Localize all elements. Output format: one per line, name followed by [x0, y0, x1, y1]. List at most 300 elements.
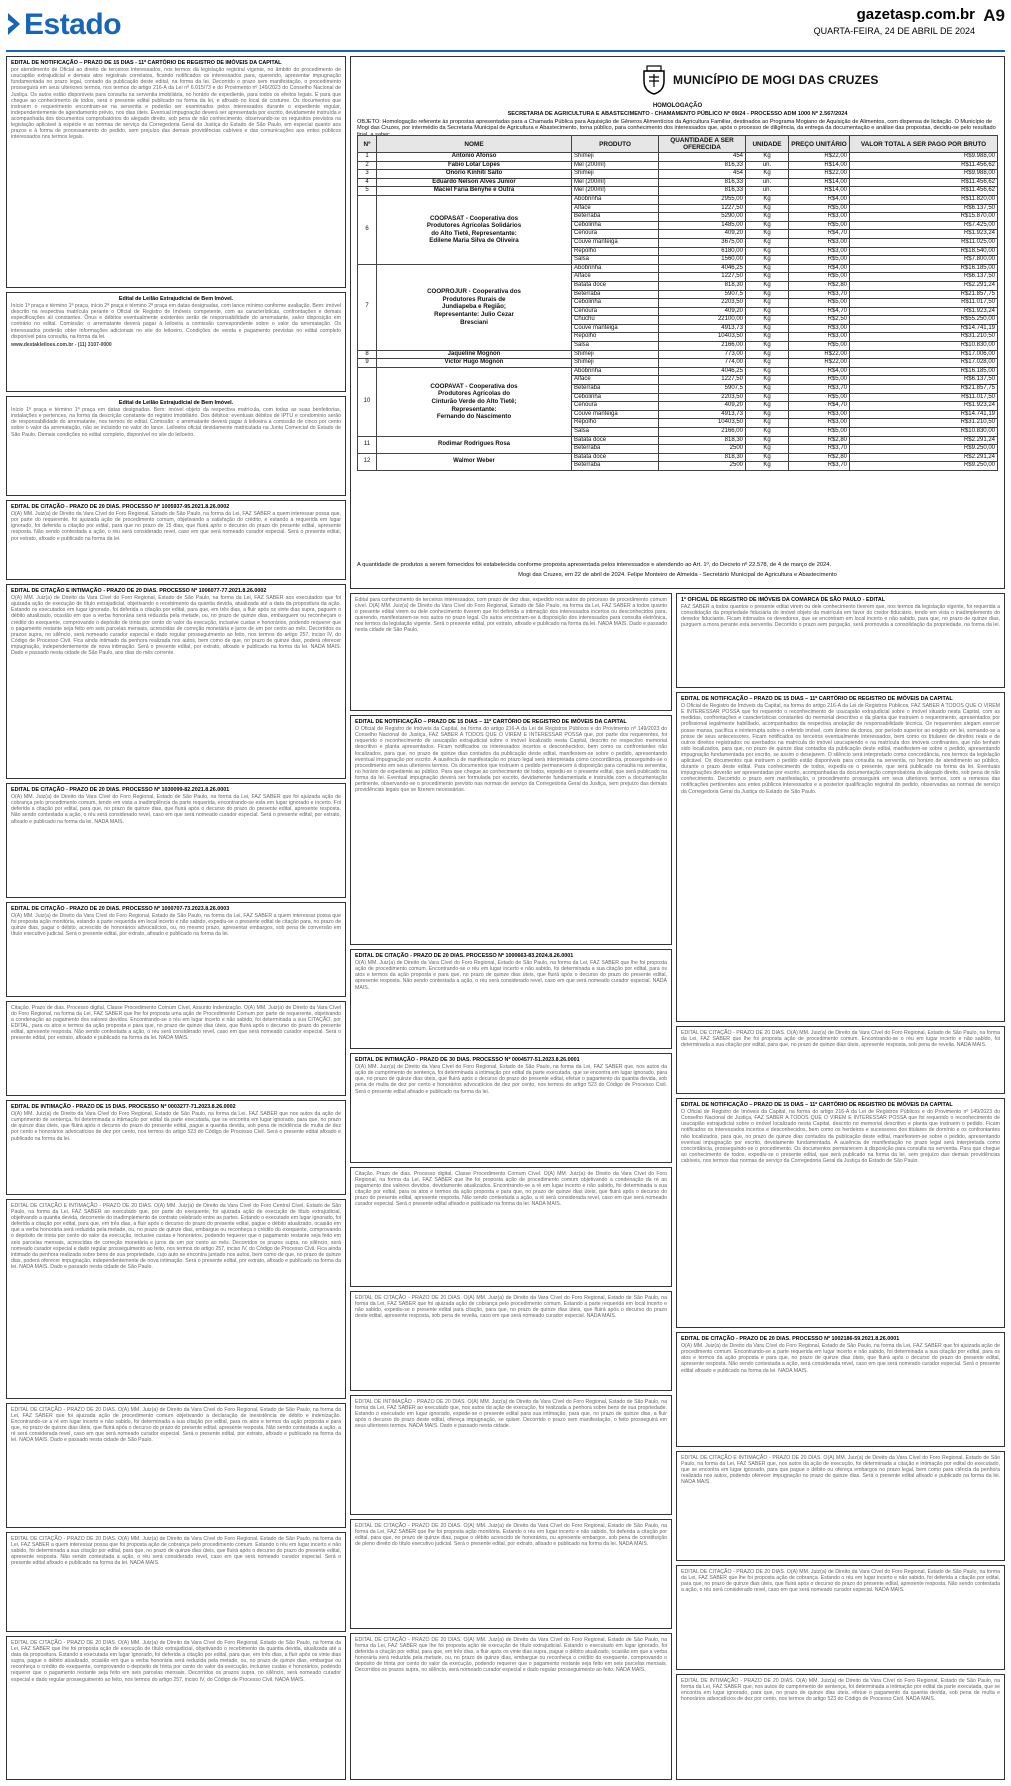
coat-of-arms-icon: [641, 65, 667, 95]
supplier-number: 5: [358, 187, 377, 196]
supplier-name-line: Produtores Agrícolas do: [438, 390, 510, 398]
edital-block: [6, 1001, 346, 1096]
edital-block: [350, 1519, 672, 1629]
unit-cell: Kg: [746, 324, 789, 333]
edital-heading: EDITAL DE NOTIFICAÇÃO – PRAZO DE 15 DIAS – 11º CARTÓRIO DE REGISTRO DE IMÓVEIS DA CAPITAL: [681, 1102, 953, 1108]
supplier-name-line: Onorio Kinhiti Saito: [445, 170, 503, 177]
unit-cell: un.: [746, 178, 789, 187]
col-header: PRODUTO: [572, 136, 659, 153]
quantity-cell: 4046,25: [659, 264, 746, 273]
table-row: [358, 161, 998, 170]
total-value-cell: R$10.830,00: [850, 342, 998, 351]
unit-price-cell: R$4,70: [789, 402, 850, 411]
notice-footer: A quantidade de produtos a serem fornecidos foi estabelecida conforme proposta apresentada pelos interessados e atendendo ao Art. 1º, do Decreto nº 22.578, de 4 de março de 2024.: [357, 562, 832, 568]
product-cell: Abobrinha: [572, 195, 659, 204]
table-row: [358, 264, 998, 273]
total-value-cell: R$14.741,19: [850, 410, 998, 419]
edital-block: [6, 1100, 346, 1195]
product-cell: Beterraba: [572, 445, 659, 454]
total-value-cell: R$2.291,24: [850, 281, 998, 290]
edital-block: [6, 1199, 346, 1399]
quantity-cell: 773,00: [659, 350, 746, 359]
notice-object: OBJETO: Homologação referente às propostas apresentadas para a Chamada Pública para Aquisição de Gêneros Alimentícios da Agricultura Familiar, destinados ao Programa Mogiano de Aquisição de Alimentos, com dispensa de licitação. O Município de Mogi das Cruzes, por intermédio da Secretaria Municipal de Agricultura e Abastecimento, torna público, para conhecimento dos interessados que, após o processo de diligência, da entrega da documentação e análise das propostas, decidiu-se pelo resultado: [357, 119, 996, 132]
edital-block: [350, 593, 672, 711]
results-table: [357, 135, 998, 471]
col-header: VALOR TOTAL A SER PAGO POR BRUTO: [850, 136, 998, 153]
edital-block: [6, 1403, 346, 1528]
quantity-cell: 4913,73: [659, 324, 746, 333]
edital-block: [6, 56, 346, 288]
col-header: PREÇO UNITÁRIO: [789, 136, 850, 153]
edital-heading: EDITAL DE INTIMAÇÃO - PRAZO DE 30 DIAS. PROCESSO Nº 0004577-51.2023.8.26.0001: [355, 1057, 580, 1063]
masthead: [0, 0, 1011, 52]
supplier-name-line: Edilene Maria Silva de Oliveira: [429, 237, 519, 245]
supplier-number: 3: [358, 170, 377, 179]
quantity-cell: 22100,00: [659, 316, 746, 325]
edital-body: EDITAL DE CITAÇÃO - PRAZO DE 20 DIAS. O(A) MM. Juiz(a) de Direito da Vara Cível do Foro Regional, Estado de São Paulo, na forma da Lei, FAZ SABER que lhe foi proposta ação de execução de título extrajudicial. Estando o executado em lugar ignorado, foi deferida a citação por edital, para que, em três dias, a fluir após os vinte dias supra, pague o débito atualizado, ocasião em que a verba honorária será reduzida pela metade, ou, no prazo de quinze dias, embargue ou reconheça o crédito do exequente, comprovando o depósito de trinta por cento do valor da execução, podendo requerer que o pagamento restante seja feito em seis parcelas mensais. Decorridos os prazos supra, no silêncio, será nomeado curador especial e dado regular prosseguimento ao feito. NADA MAIS.: [355, 1637, 667, 1674]
product-cell: Salsa: [572, 428, 659, 437]
table-row: [358, 153, 998, 162]
edital-block: [350, 1167, 672, 1287]
product-cell: Chuchu: [572, 316, 659, 325]
unit-price-cell: R$22,00: [789, 153, 850, 162]
supplier-name-line: Produtores Agrícolas Solidários: [426, 222, 522, 230]
edition-date: QUARTA-FEIRA, 24 DE ABRIL DE 2024: [813, 26, 975, 36]
product-cell: Alface: [572, 273, 659, 282]
product-cell: Salsa: [572, 342, 659, 351]
unit-price-cell: R$3,00: [789, 419, 850, 428]
unit-cell: Kg: [746, 350, 789, 359]
total-value-cell: R$11.025,00: [850, 238, 998, 247]
product-cell: Salsa: [572, 256, 659, 265]
total-value-cell: R$16.185,00: [850, 367, 998, 376]
homologacao-notice: [350, 56, 1005, 589]
supplier-name-line: COOPROJUR - Cooperativa dos: [427, 288, 521, 296]
total-value-cell: R$11.456,62: [850, 161, 998, 170]
unit-cell: Kg: [746, 393, 789, 402]
supplier-name: [377, 436, 572, 453]
table-row: [358, 170, 998, 179]
unit-price-cell: R$3,70: [789, 445, 850, 454]
edital-block: [676, 1565, 1005, 1670]
edital-body: EDITAL DE CITAÇÃO - PRAZO DE 20 DIAS. O(A) MM. Juiz(a) de Direito da Vara Cível do Foro Regional, Estado de São Paulo, na forma da Lei, FAZ SABER a quem interessar possa que foi proposta ação de cobrança pelo procedimento comum. Estando o réu em lugar incerto e não sabido, foi determinada a sua citação por edital, para que, no prazo de quinze dias úteis, que fluirá após o decurso do prazo do presente edital, apresente resposta. Não sendo contestada a ação, o réu será considerado revel, caso em que será nomeado curador especial. Será o presente edital afixado e publicado na forma da lei. NADA MAIS.: [11, 1536, 341, 1567]
unit-cell: Kg: [746, 385, 789, 394]
edital-block: [350, 949, 672, 1049]
unit-price-cell: R$4,00: [789, 195, 850, 204]
notice-heading: HOMOLOGAÇÃO: [652, 103, 703, 109]
product-cell: Abobrinha: [572, 264, 659, 273]
edital-heading: EDITAL DE CITAÇÃO E INTIMAÇÃO - PRAZO DE 20 DIAS. PROCESSO Nº 1006077-77.2021.8.26.0002: [11, 588, 267, 594]
unit-cell: un.: [746, 187, 789, 196]
unit-price-cell: R$22,00: [789, 350, 850, 359]
total-value-cell: R$11.820,00: [850, 195, 998, 204]
edital-heading: EDITAL DE CITAÇÃO - PRAZO DE 20 DIAS. PROCESSO Nº 1030099-82.2021.8.26.0001: [11, 787, 230, 793]
quantity-cell: 816,33: [659, 161, 746, 170]
total-value-cell: R$9.988,00: [850, 153, 998, 162]
product-cell: Repolho: [572, 333, 659, 342]
unit-cell: Kg: [746, 436, 789, 445]
product-cell: Cenoura: [572, 307, 659, 316]
product-cell: Batata doce: [572, 281, 659, 290]
supplier-name-line: Jaqueline Mognon: [447, 350, 501, 357]
edital-block: [350, 1053, 672, 1163]
edital-heading: EDITAL DE CITAÇÃO - PRAZO DE 20 DIAS. PROCESSO Nº 1000663-83.2024.8.26.0001: [355, 953, 574, 959]
edital-body: EDITAL DE CITAÇÃO - PRAZO DE 20 DIAS. O(A) MM. Juiz(a) de Direito da Vara Cível do Foro Regional, Estado de São Paulo, na forma da Lei, FAZ SABER que lhe foi proposta ação de cobrança. Estando o réu em lugar incerto e não sabido, foi deferida a citação por edital, para que, no prazo de quinze dias úteis, que fluirá após o decurso do prazo do presente edital, apresente resposta. Não sendo contestada a ação, o réu será considerado revel, caso em que será nomeado curador especial. NADA MAIS.: [681, 1569, 1000, 1594]
supplier-name-line: do Alto Tietê, Representante:: [431, 229, 517, 237]
unit-cell: Kg: [746, 247, 789, 256]
unit-cell: Kg: [746, 264, 789, 273]
unit-price-cell: R$5,00: [789, 428, 850, 437]
supplier-number: 2: [358, 161, 377, 170]
product-cell: Cebolinha: [572, 221, 659, 230]
total-value-cell: R$11.456,62: [850, 178, 998, 187]
unit-cell: Kg: [746, 281, 789, 290]
quantity-cell: 774,00: [659, 359, 746, 368]
quantity-cell: 2955,00: [659, 195, 746, 204]
total-value-cell: R$1.923,24: [850, 230, 998, 239]
total-value-cell: R$2.291,24: [850, 436, 998, 445]
supplier-name: [377, 170, 572, 179]
header-rule: [6, 50, 1005, 52]
unit-cell: Kg: [746, 256, 789, 265]
edital-heading: EDITAL DE INTIMAÇÃO - PRAZO DE 15 DIAS. PROCESSO Nº 0003277-71.2023.8.26.0002: [11, 1104, 236, 1110]
col-header: NOME: [377, 136, 572, 153]
logo-arrow-icon: [6, 11, 22, 37]
total-value-cell: R$16.185,00: [850, 264, 998, 273]
unit-cell: Kg: [746, 428, 789, 437]
unit-price-cell: R$4,00: [789, 264, 850, 273]
total-value-cell: R$6.137,50: [850, 273, 998, 282]
municipality-title: MUNICÍPIO DE MOGI DAS CRUZES: [673, 73, 879, 87]
unit-price-cell: R$4,70: [789, 230, 850, 239]
edital-block: [676, 692, 1005, 1022]
supplier-name-line: Bresciani: [460, 318, 488, 326]
edital-body: O Oficial de Registro de Imóveis da Capital, na forma do artigo 216-A da Lei de Registros Públicos e do Provimento nº 149/2023 do Conselho Nacional de Justiça, FAZ SABER A TODOS QUE O VIREM E INTERESSAR POSSA que foi requerido o reconhecimento de usucapião extrajudicial sobre o imóvel localizado nesta Capital, descrito no memorial descritivo e planta que instruem o pedido. Ficam notificados os interessados incertos e desconhecidos, bem como os herdeiros e sucessores dos titulares de domínio e os confrontantes não localizados, para que, no prazo de quinze dias contados da publicação deste edital, manifestem-se sobre o pedido, apresentando eventual impugnação por escrito, devidamente fundamentada. A ausência de manifestação no prazo legal será interpretada como concordância, prosseguindo-se o procedimento. Os documentos permanecem à disposição para consulta na serventia. Para que chegue ao conhecimento de todos, expediu-se o presente edital, que será publicado na forma da lei, sem prejuízo das demais providências cabíveis, nos termos das normas de serviço da Corregedoria Geral da Justiça do Estado de São Paulo.: [681, 1109, 1000, 1164]
quantity-cell: 2500: [659, 445, 746, 454]
edital-block: [350, 1291, 672, 1391]
supplier-number: 7: [358, 264, 377, 350]
unit-cell: Kg: [746, 170, 789, 179]
product-cell: Cebolinha: [572, 393, 659, 402]
unit-cell: Kg: [746, 453, 789, 462]
quantity-cell: 1227,50: [659, 204, 746, 213]
supplier-number: 4: [358, 178, 377, 187]
edital-body: FAZ SABER a todos quantos o presente edital virem ou dele conhecimento tiverem que, nos termos da legislação vigente, foi requerida a consolidação da propriedade fiduciária do imóvel objeto da matrícula em favor do credor fiduciário, tendo em vista o inadimplemento do devedor fiduciante. Ficam intimados os devedores, que se encontram em local incerto e não sabido, para que, no prazo de quinze dias, purguem a mora perante esta serventia. Decorrido o prazo sem purgação, será promovida a consolidação da propriedade, na forma da lei.: [681, 604, 1000, 629]
edital-block: [6, 902, 346, 997]
quantity-cell: 6180,00: [659, 247, 746, 256]
product-cell: Beterraba: [572, 385, 659, 394]
unit-price-cell: R$3,00: [789, 333, 850, 342]
edital-body: O(A) MM. Juiz(a) de Direito da Vara Cível do Foro Regional, Estado de São Paulo, na forma da Lei, FAZ SABER que foi ajuizada ação de cobrança pelo procedimento comum, tendo em vista a inadimplência da parte requerida, encontrando-se esta em lugar ignorado e incerto. Foi deferida a citação por edital, para que, no prazo de quinze dias, que fluirá após o decurso do prazo do presente edital, apresente resposta. Não sendo contestada a ação, o réu será considerado revel, caso em que será nomeado curador especial. Será o presente edital, por extrato, afixado e publicado na forma da lei. NADA MAIS.: [11, 794, 341, 825]
edital-heading: EDITAL DE NOTIFICAÇÃO – PRAZO DE 15 DIAS – 11º CARTÓRIO DE REGISTRO DE IMÓVEIS DA CAPITAL: [355, 719, 627, 725]
unit-cell: Kg: [746, 376, 789, 385]
supplier-number: 8: [358, 350, 377, 359]
edital-body: EDITAL DE CITAÇÃO - PRAZO DE 20 DIAS. O(A) MM. Juiz(a) de Direito da Vara Cível do Foro Regional, Estado de São Paulo, na forma da Lei, FAZ SABER que lhe foi proposta ação de procedimento comum. Encontrando-se o réu em lugar incerto e não sabido, foi determinada a sua citação por edital, para que, no prazo de quinze dias úteis, apresente resposta, sob pena de revelia. NADA MAIS.: [681, 1030, 1000, 1049]
total-value-cell: R$9.250,00: [850, 462, 998, 471]
unit-cell: Kg: [746, 342, 789, 351]
unit-price-cell: R$5,00: [789, 221, 850, 230]
unit-price-cell: R$5,00: [789, 376, 850, 385]
edital-body: Citação. Prazo de dias. Processo digital, Classe Procedimento Comum Cível, Assunto Indenização. O(A) MM. Juiz(a) de Direito da Vara Cível do Foro Regional, na forma da Lei, FAZ SABER que lhe foi proposta uma ação de Procedimento Comum por parte de requerente, objetivando a condenação ao pagamento dos valores devidos. Encontrando-se o réu em lugar incerto e não sabido, foi determinada a sua CITAÇÃO, por EDITAL, para os atos e termos da ação proposta e para que, no prazo de quinze dias úteis, que fluirá após o decurso do prazo do presente edital, apresente resposta. Não sendo contestada a ação, o réu será considerado revel, caso em que será nomeado curador especial. Será o presente edital, por extrato, afixado e publicado na forma da lei. NADA MAIS.: [11, 1005, 341, 1042]
unit-price-cell: R$22,00: [789, 359, 850, 368]
total-value-cell: R$2.291,24: [850, 453, 998, 462]
edital-block: [676, 1451, 1005, 1561]
quantity-cell: 1560,00: [659, 256, 746, 265]
edital-heading: EDITAL DE NOTIFICAÇÃO – PRAZO DE 15 DIAS – 11º CARTÓRIO DE REGISTRO DE IMÓVEIS DA CAPITAL: [681, 696, 953, 702]
unit-price-cell: R$5,00: [789, 299, 850, 308]
supplier-name-line: Rodimar Rodrigues Rosa: [437, 440, 510, 447]
table-row: [358, 350, 998, 359]
product-cell: Alface: [572, 376, 659, 385]
total-value-cell: R$21.857,75: [850, 290, 998, 299]
quantity-cell: 454: [659, 153, 746, 162]
edital-block: [6, 584, 346, 779]
unit-cell: Kg: [746, 359, 789, 368]
supplier-name-line: Representante:: [451, 405, 497, 413]
edital-heading: EDITAL DE NOTIFICAÇÃO – PRAZO DE 15 DIAS - 11º CARTÓRIO DE REGISTRO DE IMÓVEIS DA CAPITAL: [11, 60, 282, 66]
table-row: [358, 195, 998, 204]
unit-cell: Kg: [746, 213, 789, 222]
supplier-name-line: COOPAVAT - Cooperativa dos: [430, 382, 518, 390]
unit-price-cell: R$3,70: [789, 290, 850, 299]
supplier-name-line: Maciel Faria Benyhe e Outra: [433, 187, 515, 194]
product-cell: Batata doce: [572, 436, 659, 445]
total-value-cell: R$7.800,00: [850, 256, 998, 265]
edital-body: O Oficial de Registro de Imóveis da Capital, na forma do artigo 216-A da Lei de Registros Públicos, FAZ SABER A TODOS QUE O VIREM E INTERESSAR POSSA que foi requerido o reconhecimento de usucapião extrajudicial sobre o imóvel situado nesta Capital, com as medidas, confrontações e características constantes do memorial descritivo e da planta que instruem o requerimento, apresentados por profissional legalmente habilitado, acompanhados da respectiva anotação de responsabilidade técnica. Os requerentes alegam exercer posse mansa, pacífica e ininterrupta sobre o referido imóvel, com ânimo de donos, por período superior ao exigido em lei, somando-se a posse de seus antecessores. Ficam notificados os terceiros eventualmente interessados, bem como os titulares de direitos reais e de outros direitos registrados ou averbados na matrícula do imóvel usucapiendo e na matrícula dos imóveis confinantes, que não tenham sido localizados, para que, no prazo de quinze dias contados da publicação deste edital, manifestem-se sobre o pedido, apresentando impugnação fundamentada por escrito, se assim o desejarem. O silêncio será interpretado como concordância, nos termos da legislação aplicável. Os documentos que instruem o pedido estão disponíveis para consulta na serventia, no horário de atendimento ao público, durante o prazo deste edital. Para conhecimento de todos, expediu-se o presente, que será publicado na forma da lei. Eventuais impugnações deverão ser apresentadas por escrito, acompanhadas da documentação comprobatória do alegado direito, sob pena de não conhecimento. Decorrido o prazo sem manifestação, o procedimento prosseguirá em seus ulteriores termos, com a remessa das notificações pertinentes aos entes públicos interessados e a posterior qualificação registral do pedido, observadas as normas de serviço da Corregedoria Geral da Justiça do Estado de São Paulo.: [681, 703, 1000, 795]
edital-body: O(A) MM. Juiz(a) de Direito da Vara Cível do Foro Regional, Estado de São Paulo, na forma da Lei, FAZ SABER que foi ajuizada ação de procedimento comum. Encontrando-se a parte requerida em lugar incerto e não sabido, foi determinada a sua citação por edital, para os atos e termos da ação proposta e para que, no prazo de quinze dias úteis, que fluirá após o decurso do prazo do presente edital, apresente resposta. Não sendo contestada a ação, será considerada revel, caso em que será nomeado curador especial. Será o presente edital afixado e publicado na forma da lei. NADA MAIS.: [681, 1343, 1000, 1374]
supplier-name: [377, 178, 572, 187]
total-value-cell: R$17.006,00: [850, 350, 998, 359]
product-cell: Beterraba: [572, 462, 659, 471]
col-header: Nº: [358, 136, 377, 153]
edital-block: [676, 593, 1005, 688]
quantity-cell: 2166,00: [659, 342, 746, 351]
table-row: [358, 359, 998, 368]
product-cell: Beterraba: [572, 213, 659, 222]
edital-body: O(A) MM. Juiz(a) de Direito da Vara Cível do Foro Regional, Estado de São Paulo, na forma da Lei, FAZ SABER que, nos autos da ação de cumprimento de sentença, foi determinada a intimação por edital da parte executada, que se encontra em lugar ignorado, para que, no prazo de quinze dias úteis, que fluirá após o decurso do prazo do presente edital, efetue o pagamento da quantia devida, sob pena de multa de dez por cento e honorários advocatícios de dez por cento, nos termos do artigo 523 do Código de Processo Civil. Será o presente edital afixado e publicado na forma da lei.: [355, 1064, 667, 1095]
quantity-cell: 5290,00: [659, 213, 746, 222]
unit-price-cell: R$2,80: [789, 436, 850, 445]
edital-heading: 1ª OFICIAL DE REGISTRO DE IMÓVEIS DA COMARCA DE SÃO PAULO - EDITAL: [681, 597, 886, 603]
product-cell: Cebolinha: [572, 299, 659, 308]
product-cell: Mel (200ml): [572, 187, 659, 196]
unit-price-cell: R$2,50: [789, 316, 850, 325]
product-cell: Mel (200ml): [572, 178, 659, 187]
unit-price-cell: R$3,70: [789, 462, 850, 471]
edital-block: [676, 1098, 1005, 1328]
supplier-name: [377, 195, 572, 264]
table-row: [358, 367, 998, 376]
quantity-cell: 3675,00: [659, 238, 746, 247]
total-value-cell: R$9.250,00: [850, 445, 998, 454]
quantity-cell: 4046,25: [659, 367, 746, 376]
logo-text: Estado: [24, 8, 122, 41]
unit-cell: Kg: [746, 221, 789, 230]
edital-block: [350, 715, 672, 945]
unit-price-cell: R$14,00: [789, 178, 850, 187]
product-cell: Shimeji: [572, 359, 659, 368]
quantity-cell: 454: [659, 170, 746, 179]
supplier-name: [377, 453, 572, 470]
unit-price-cell: R$14,00: [789, 161, 850, 170]
product-cell: Repolho: [572, 247, 659, 256]
supplier-number: 10: [358, 367, 377, 436]
quantity-cell: 818,30: [659, 281, 746, 290]
product-cell: Shimeji: [572, 170, 659, 179]
quantity-cell: 816,33: [659, 178, 746, 187]
notice-signature: Mogi das Cruzes, em 22 de abril de 2024. Felipe Monteiro de Almeida - Secretário Municipal de Agricultura e Abastecimento: [518, 572, 837, 578]
supplier-name-line: Jundiapeba e Região;: [442, 303, 506, 311]
edital-body: O(A) MM. Juiz(a) de Direito da Vara Cível do Foro Regional, Estado de São Paulo, na forma da Lei, FAZ SABER a quem interessar possa que foi proposta ação monitória, estando a parte requerida em local incerto e não sabido, expediu-se o presente edital de citação para, no prazo de quinze dias, pagar o débito, acrescido de honorários advocatícios, ou, no mesmo prazo, apresentar embargos, sob pena de conversão em título executivo judicial. Será o presente edital, por extrato, afixado e publicado na forma da lei.: [11, 913, 341, 938]
supplier-name: [377, 359, 572, 368]
edital-body: EDITAL DE INTIMAÇÃO - PRAZO DE 20 DIAS. O(A) MM. Juiz(a) de Direito da Vara Cível do Foro Regional, Estado de São Paulo, na forma da Lei, FAZ SABER ao executado que, nos autos da ação de execução, foi realizada a penhora sobre bens de sua propriedade. Estando o executado em lugar ignorado, expede-se o presente edital para sua intimação, para que, no prazo de quinze dias, a fluir após o decurso do prazo deste edital, ofereça impugnação, se quiser. Decorrido o prazo sem manifestação, o feito prosseguirá em seus ulteriores termos. NADA MAIS. Dado e passado nesta cidade.: [355, 1399, 667, 1430]
unit-price-cell: R$2,80: [789, 453, 850, 462]
edital-body: EDITAL DE CITAÇÃO - PRAZO DE 20 DIAS. O(A) MM. Juiz(a) de Direito da Vara Cível do Foro Regional, Estado de São Paulo, na forma da Lei, FAZ SABER que lhe foi proposta ação de execução de título extrajudicial, objetivando o recebimento da quantia devida, atualizada até a data da propositura. Estando a executada em lugar ignorado, foi deferida a citação por edital, para que, em três dias, a fluir após os vinte dias supra, pague o débito atualizado, ocasião em que a verba honorária será reduzida pela metade, ou, no prazo de quinze dias, embargue ou reconheça o crédito do exequente, comprovando o depósito de trinta por cento do valor da execução, inclusive custas e honorários, podendo requerer que o pagamento restante seja feito em seis parcelas mensais. Decorridos os prazos supra, no silêncio, será nomeado curador especial e dado regular prosseguimento ao feito, nos termos do artigo 257, inciso IV, do Código de Processo Civil. NADA MAIS.: [11, 1640, 341, 1683]
unit-price-cell: R$5,00: [789, 256, 850, 265]
quantity-cell: 409,20: [659, 402, 746, 411]
supplier-name-line: Antonio Afonso: [451, 153, 497, 159]
unit-cell: Kg: [746, 238, 789, 247]
product-cell: Couve manteiga: [572, 324, 659, 333]
unit-price-cell: R$5,00: [789, 393, 850, 402]
unit-price-cell: R$22,00: [789, 170, 850, 179]
supplier-name: [377, 264, 572, 350]
edital-heading: EDITAL DE CITAÇÃO - PRAZO DE 20 DIAS. PROCESSO Nº 1005937-95.2021.8.26.0002: [11, 504, 230, 510]
unit-cell: Kg: [746, 273, 789, 282]
edital-body: EDITAL DE INTIMAÇÃO - PRAZO DE 20 DIAS. O(A) MM. Juiz(a) de Direito da Vara Cível do Foro Regional, Estado de São Paulo, na forma da Lei, FAZ SABER que, nos autos do cumprimento de sentença, foi determinada a intimação por edital da parte executada, que se encontra em lugar ignorado, para que, no prazo de quinze dias úteis, efetue o pagamento da quantia devida, sob pena de multa e honorários advocatícios de dez por cento, nos termos do artigo 523 do Código de Processo Civil. NADA MAIS.: [681, 1678, 1000, 1703]
product-cell: Cenoura: [572, 402, 659, 411]
total-value-cell: R$1.923,24: [850, 402, 998, 411]
quantity-cell: 5907,5: [659, 290, 746, 299]
total-value-cell: R$7.425,00: [850, 221, 998, 230]
edital-body: Edital para conhecimento de terceiros interessados, com prazo de dez dias, expedido nos autos do processo de procedimento comum cível. O(A) MM. Juiz(a) de Direito da Vara Cível do Foro Regional, Estado de São Paulo, na forma da Lei, FAZ SABER a todos quanto o presente edital virem ou dele conhecimento tiverem que foi deferida a intimação dos interessados incertos ou desconhecidos para, querendo, manifestarem-se nos autos no prazo legal. Os autos encontram-se à disposição dos interessados para consulta eletrônica, nos termos da legislação vigente. Será o presente edital, por extrato, afixado e publicado na forma da lei. NADA MAIS. Dado e passado nesta cidade de São Paulo.: [355, 597, 668, 634]
unit-cell: Kg: [746, 419, 789, 428]
total-value-cell: R$55.250,00: [850, 316, 998, 325]
unit-price-cell: R$3,00: [789, 324, 850, 333]
edital-block: [676, 1674, 1005, 1780]
quantity-cell: 2203,50: [659, 393, 746, 402]
edital-block: [6, 783, 346, 898]
supplier-name-line: Representante: Julio Cezar: [434, 310, 514, 318]
product-cell: Couve manteiga: [572, 410, 659, 419]
edital-body: O(A) MM. Juiz(a) de Direito da Vara Cível do Foro Regional, Estado de São Paulo, na forma da Lei, FAZ SABER aos executados que foi ajuizada ação de execução de título extrajudicial, objetivando o recebimento da quantia devida, atualizada até a data da propositura da ação. Estando os executados em lugar ignorado, foi deferida a citação por edital, para que, em três dias, a fluir após os vinte dias supra, paguem o débito atualizado, ocasião em que a verba honorária será reduzida pela metade, ou, no prazo de quinze dias, embarguem ou reconheçam o crédito do exequente, comprovando o depósito de trinta por cento do valor da execução, inclusive custas e honorários, podendo requerer que o pagamento restante seja feito em seis parcelas mensais, acrescidas de correção monetária e juros de um por cento ao mês. Decorridos os prazos supra, no silêncio, será nomeado curador especial e dado regular prosseguimento ao feito, nos termos do artigo 257, inciso IV, do Código de Processo Civil. Fica ainda intimado da penhora realizada nos autos, bem como de que, no prazo de quinze dias, poderá oferecer impugnação, independentemente de nova intimação. Será o presente edital, por extrato, afixado e publicado na forma da lei. NADA MAIS. Dado e passado nesta cidade de São Paulo, aos dias do mês corrente.: [11, 595, 341, 657]
unit-price-cell: R$14,00: [789, 187, 850, 196]
unit-cell: Kg: [746, 462, 789, 471]
notice-subheading: SECRETARIA DE AGRICULTURA E ABASTECIMENTO - CHAMAMENTO PÚBLICO Nº 09/24 - PROCESSO ADM 1000 Nº 2.567/2024: [507, 111, 848, 117]
supplier-number: 1: [358, 153, 377, 162]
unit-price-cell: R$3,70: [789, 385, 850, 394]
edital-body: EDITAL DE CITAÇÃO - PRAZO DE 20 DIAS. O(A) MM. Juiz(a) de Direito da Vara Cível do Foro Regional, Estado de São Paulo, na forma da Lei, FAZ SABER que foi ajuizada ação de cobrança pelo procedimento comum. Estando a parte requerida em local incerto e não sabido, expediu-se o presente edital para citação, para que, no prazo de quinze dias úteis, que fluirá após o decurso do prazo deste edital, apresente resposta, sob pena de revelia, caso em que será nomeado curador especial. NADA MAIS.: [355, 1295, 667, 1320]
edital-block: [6, 500, 346, 580]
quantity-cell: 409,20: [659, 307, 746, 316]
unit-price-cell: R$5,00: [789, 204, 850, 213]
unit-cell: Kg: [746, 333, 789, 342]
total-value-cell: R$14.741,19: [850, 324, 998, 333]
table-header-row: [358, 136, 998, 153]
total-value-cell: R$11.017,50: [850, 299, 998, 308]
quantity-cell: 816,33: [659, 187, 746, 196]
quantity-cell: 1227,50: [659, 273, 746, 282]
supplier-name-line: Walmor Weber: [453, 458, 495, 465]
unit-cell: Kg: [746, 195, 789, 204]
quantity-cell: 2500: [659, 462, 746, 471]
edital-body: O(A) MM. Juiz(a) de Direito da Vara Cível do Foro Regional, Estado de São Paulo, na forma da Lei, FAZ SABER a quem interessar possa que, por parte do requerente, foi ajuizada ação de procedimento comum, objetivando a satisfação do crédito, e estando a requerida em lugar ignorado, foi deferida a citação por edital, para que no prazo de 15 dias, que fluirá após o decurso do prazo do presente edital, apresente resposta. Não sendo contestada a ação, o réu será considerado revel, caso em que será nomeado curador especial. Será o presente edital, por extrato, afixado e publicado na forma da lei.: [11, 511, 341, 542]
unit-price-cell: R$4,00: [789, 367, 850, 376]
product-cell: Batata doce: [572, 453, 659, 462]
total-value-cell: R$9.988,00: [850, 170, 998, 179]
supplier-name: [377, 350, 572, 359]
unit-cell: Kg: [746, 410, 789, 419]
unit-cell: Kg: [746, 307, 789, 316]
newspaper-logo: [6, 8, 121, 42]
quantity-cell: 818,30: [659, 453, 746, 462]
supplier-name-line: Produtores Rurais de: [442, 295, 506, 303]
edital-block: [350, 1395, 672, 1515]
leilao-body: Início 1ª praça e término 1ª praça, início 2ª praça e término 2ª praça em datas designadas, com lance mínimo conforme avaliação. Bem: imóvel descrito na respectiva matrícula perante o Oficial de Registro de Imóveis competente, com as características, confrontações e demais especificações ali constantes. Ônus e débitos eventualmente existentes serão de responsabilidade do arrematante, salvo disposição em contrário no edital. Comissão: o arrematante deverá pagar à leiloeira a comissão correspondente sobre o valor da arrematação. Os interessados poderão obter informações adicionais no site do leiloeiro. Condições de venda e pagamento previstas no edital completo disponível para consulta, na forma da lei.: [11, 303, 341, 340]
product-cell: Mel (200ml): [572, 161, 659, 170]
site-url: gazetasp.com.br: [856, 6, 975, 23]
table-row: [358, 187, 998, 196]
supplier-number: 11: [358, 436, 377, 453]
unit-price-cell: R$3,00: [789, 410, 850, 419]
leilao-title: Edital de Leilão Extrajudicial de Bem Imóvel.: [118, 400, 234, 406]
product-cell: Shimeji: [572, 350, 659, 359]
total-value-cell: R$21.857,75: [850, 385, 998, 394]
unit-cell: Kg: [746, 445, 789, 454]
supplier-name-line: Fabio Lotar Lopes: [447, 161, 500, 168]
total-value-cell: R$17.028,00: [850, 359, 998, 368]
supplier-name-line: Victor Hugo Mognon: [444, 359, 504, 366]
unit-cell: Kg: [746, 204, 789, 213]
supplier-name: [377, 187, 572, 196]
edital-body: por atendimento de Oficial ao direito de terceiros interessados, nos termos da legislação registral vigente, no âmbito do procedimento de usucapião extrajudicial e demais atos registrais correlatos, ficando notificados os interessados para, querendo, apresentar impugnação fundamentada no prazo legal, contado da publicação deste edital, na forma da lei. Decorrido o prazo sem manifestação, o procedimento prosseguirá em seus ulteriores termos, nos termos do artigo 216-A da Lei nº 6.015/73 e do Provimento nº 149/2023 do Conselho Nacional de Justiça. Os autos estão disponíveis para consulta na serventia imobiliária, no horário de expediente, para todos os efeitos legais. E para que chegue ao conhecimento de todos, será o presente edital publicado na forma da lei, e afixado no local de costume. Os documentos que instruem o requerimento encontram-se na serventia e poderão ser examinados pelos interessados durante o expediente regular, independentemente de agendamento prévio, nos dias úteis. Eventual impugnação deverá ser apresentada por escrito, devidamente instruída e acompanhada dos documentos comprobatórios do alegado direito, sob pena de não conhecimento, observando-se os requisitos previstos na legislação aplicável à espécie e as normas de serviço da Corregedoria Geral da Justiça do Estado de São Paulo, em especial quanto aos prazos e à forma de processamento do pedido, sem prejuízo das demais providências cabíveis e das comunicações aos entes públicos interessados nos termos legais.: [11, 67, 341, 141]
unit-cell: Kg: [746, 290, 789, 299]
unit-cell: un.: [746, 161, 789, 170]
unit-price-cell: R$3,00: [789, 213, 850, 222]
edital-block: [350, 1633, 672, 1780]
supplier-name-line: Fernando do Nascimento: [436, 413, 512, 421]
table-row: [358, 436, 998, 445]
quantity-cell: 1485,00: [659, 221, 746, 230]
supplier-name: [377, 161, 572, 170]
product-cell: Abobrinha: [572, 367, 659, 376]
unit-cell: Kg: [746, 299, 789, 308]
edital-body: EDITAL DE CITAÇÃO - PRAZO DE 20 DIAS. O(A) MM. Juiz(a) de Direito da Vara Cível do Foro Regional, Estado de São Paulo, na forma da Lei, FAZ SABER que foi ajuizada ação de procedimento comum objetivando a declaração de inexistência de débito e indenização. Encontrando-se a ré em lugar incerto e não sabido, foi determinada a sua citação por edital, para os atos e termos da ação proposta e para que, no prazo de quinze dias úteis, que fluirá após o decurso do prazo do presente edital, apresente resposta. Não sendo contestada a ação, a ré será considerada revel, caso em que será nomeado curador especial. Será o presente edital, por extrato, afixado e publicado na forma da lei. NADA MAIS. Dado e passado nesta cidade de São Paulo.: [11, 1407, 341, 1444]
quantity-cell: 10403,50: [659, 333, 746, 342]
product-cell: Repolho: [572, 419, 659, 428]
quantity-cell: 2203,50: [659, 299, 746, 308]
supplier-number: 6: [358, 195, 377, 264]
supplier-number: 9: [358, 359, 377, 368]
quantity-cell: 1227,50: [659, 376, 746, 385]
quantity-cell: 818,30: [659, 436, 746, 445]
total-value-cell: R$6.137,50: [850, 204, 998, 213]
edital-body: Citação. Prazo de dias. Processo digital, Classe Procedimento Comum Cível. O(A) MM. Juiz(a) de Direito da Vara Cível do Foro Regional, na forma da Lei, FAZ SABER que lhe foi proposta ação de procedimento comum objetivando a condenação da ré ao pagamento dos valores devidos, devidamente atualizados. Encontrando-se a ré em lugar incerto e não sabido, foi determinada a sua citação por edital, para os atos e termos da ação proposta e para que, no prazo de quinze dias úteis, que fluirá após o decurso do prazo do presente edital, apresente resposta. Não sendo contestada a ação, a ré será considerada revel, caso em que será nomeado curador especial. Será o presente edital afixado e publicado na forma da lei. NADA MAIS.: [355, 1171, 667, 1208]
table-row: [358, 178, 998, 187]
quantity-cell: 409,20: [659, 230, 746, 239]
edital-body: O(A) MM. Juiz(a) de Direito da Vara Cível do Foro Regional, Estado de São Paulo, na forma da Lei, FAZ SABER que nos autos da ação de cumprimento de sentença, foi determinada a intimação por edital da parte executada, que se encontra em lugar ignorado, para que, no prazo de quinze dias úteis, que fluirá após o decurso do prazo do presente edital, pague a quantia devida, sob pena de incidência de multa de dez por cento e honorários advocatícios de dez por cento, nos termos do artigo 523 do Código de Processo Civil. Será o presente edital afixado e publicado na forma da lei.: [11, 1111, 341, 1142]
product-cell: Shimeji: [572, 153, 659, 162]
unit-cell: Kg: [746, 367, 789, 376]
unit-price-cell: R$4,70: [789, 307, 850, 316]
total-value-cell: R$18.540,00: [850, 247, 998, 256]
edital-block: [676, 1026, 1005, 1094]
total-value-cell: R$31.210,50: [850, 419, 998, 428]
col-header: QUANTIDADE A SER OFERECIDA: [659, 136, 746, 153]
page-number: A9: [983, 6, 1005, 25]
supplier-name: [377, 367, 572, 436]
col-header: UNIDADE: [746, 136, 789, 153]
